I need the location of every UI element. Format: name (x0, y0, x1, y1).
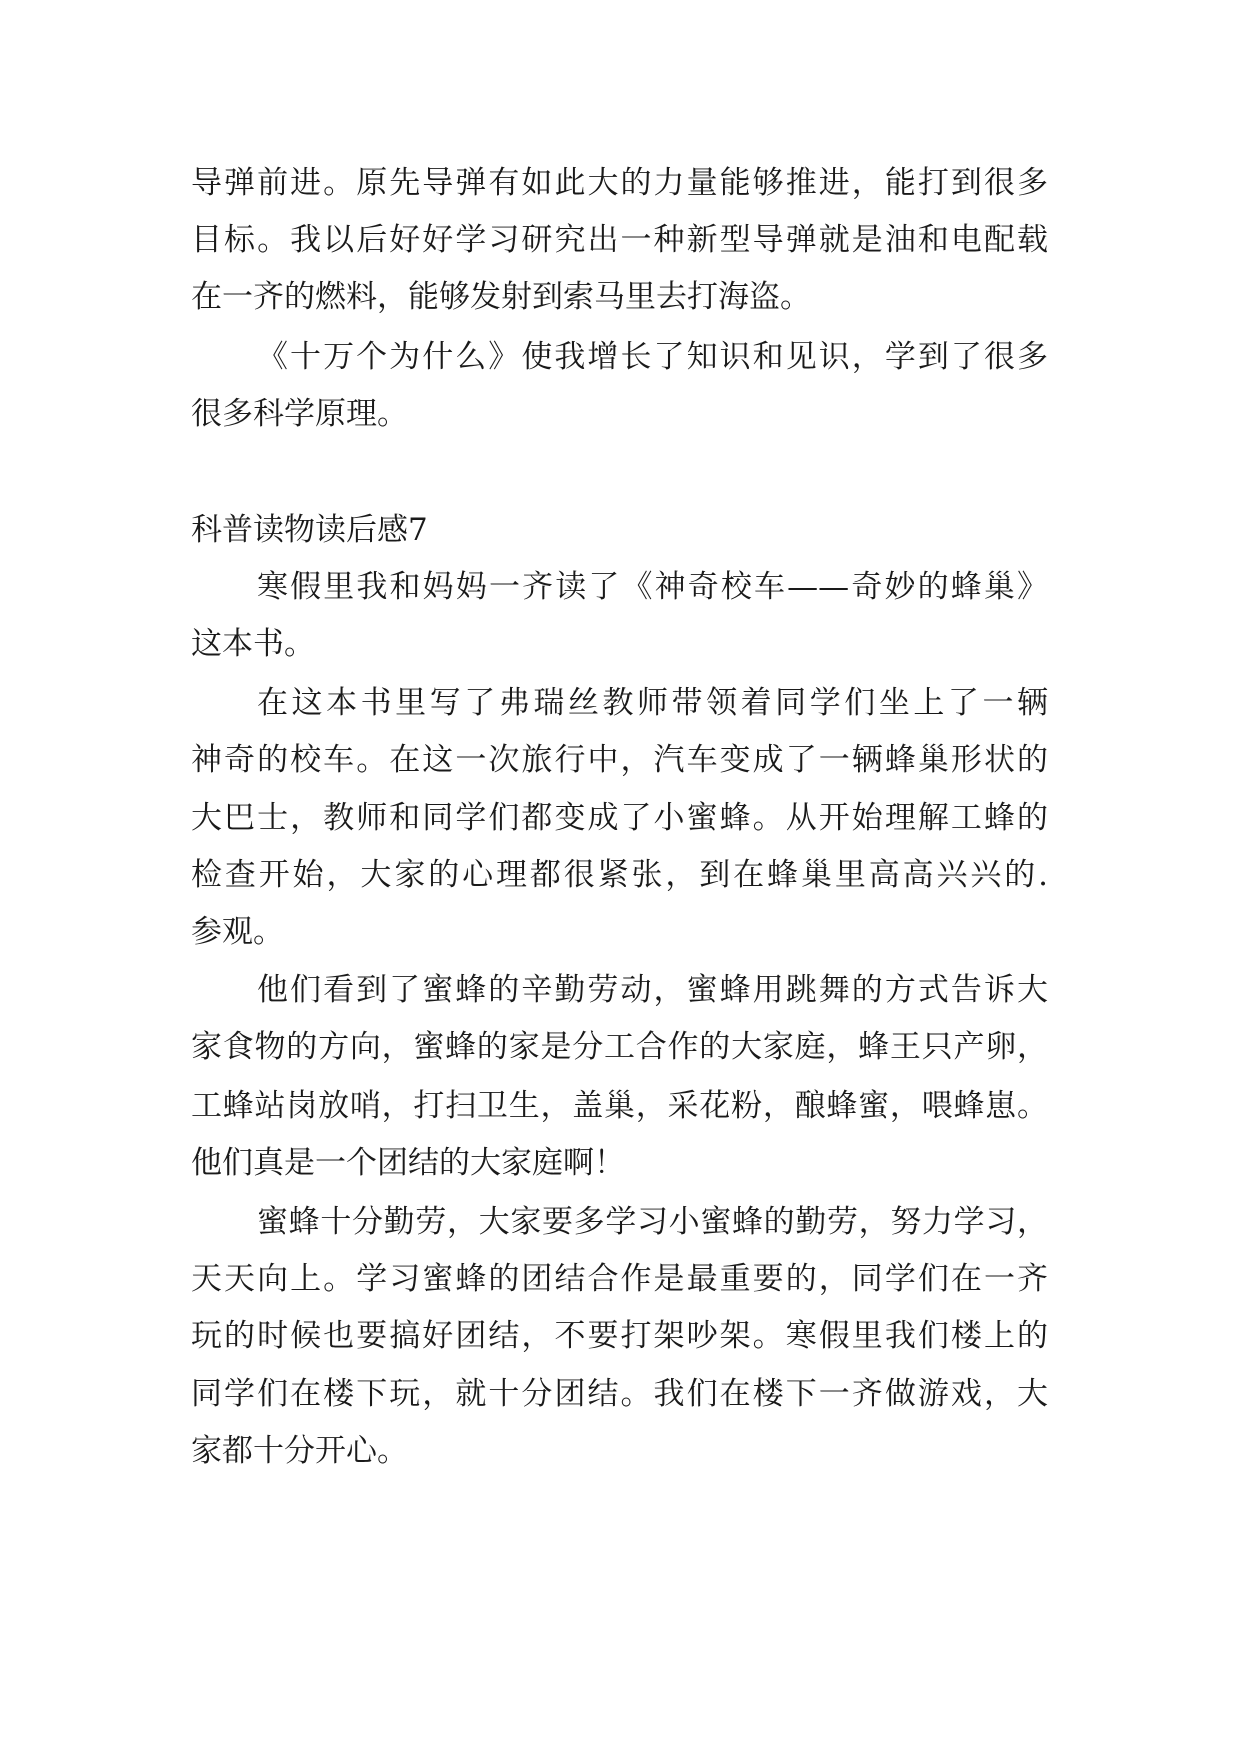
paragraph-line: 在一齐的燃料，能够发射到索马里去打海盗。 (191, 279, 811, 315)
paragraph-line: 在这本书里写了弗瑞丝教师带领着同学们坐上了一辆 (257, 685, 1048, 721)
section-heading: 科普读物读后感7 (191, 512, 428, 548)
paragraph-line: 玩的时候也要搞好团结，不要打架吵架。寒假里我们楼上的 (191, 1318, 1048, 1354)
paragraph-line: 家都十分开心。 (191, 1433, 408, 1469)
paragraph-line: 蜜蜂十分勤劳，大家要多学习小蜜蜂的勤劳，努力学习， (257, 1204, 1048, 1240)
paragraph-line: 这本书。 (191, 626, 315, 662)
paragraph-line: 《十万个为什么》使我增长了知识和见识，学到了很多 (257, 339, 1048, 375)
paragraph-line: 工蜂站岗放哨，打扫卫生，盖巢，采花粉，酿蜂蜜，喂蜂崽。 (191, 1088, 1048, 1124)
paragraph-line: 寒假里我和妈妈一齐读了《神奇校车——奇妙的蜂巢》 (257, 569, 1048, 605)
paragraph-line: 大巴士，教师和同学们都变成了小蜜蜂。从开始理解工蜂的 (191, 800, 1048, 836)
paragraph-line: 很多科学原理。 (191, 396, 408, 432)
paragraph-line: 家食物的方向，蜜蜂的家是分工合作的大家庭，蜂王只产卵， (191, 1029, 1048, 1065)
paragraph-line: 导弹前进。原先导弹有如此大的力量能够推进，能打到很多 (191, 165, 1048, 201)
paragraph-line: 目标。我以后好好学习研究出一种新型导弹就是油和电配载 (191, 222, 1048, 258)
paragraph-line: 同学们在楼下玩，就十分团结。我们在楼下一齐做游戏，大 (191, 1376, 1048, 1412)
paragraph-line: 神奇的校车。在这一次旅行中，汽车变成了一辆蜂巢形状的 (191, 742, 1048, 778)
paragraph-line: 他们看到了蜜蜂的辛勤劳动，蜜蜂用跳舞的方式告诉大 (257, 972, 1048, 1008)
paragraph-line: 参观。 (191, 914, 284, 950)
paragraph-line: 检查开始，大家的心理都很紧张，到在蜂巢里高高兴兴的. (191, 857, 1048, 893)
paragraph-line: 他们真是一个团结的大家庭啊！ (191, 1145, 625, 1181)
paragraph-line: 天天向上。学习蜜蜂的团结合作是最重要的，同学们在一齐 (191, 1261, 1048, 1297)
